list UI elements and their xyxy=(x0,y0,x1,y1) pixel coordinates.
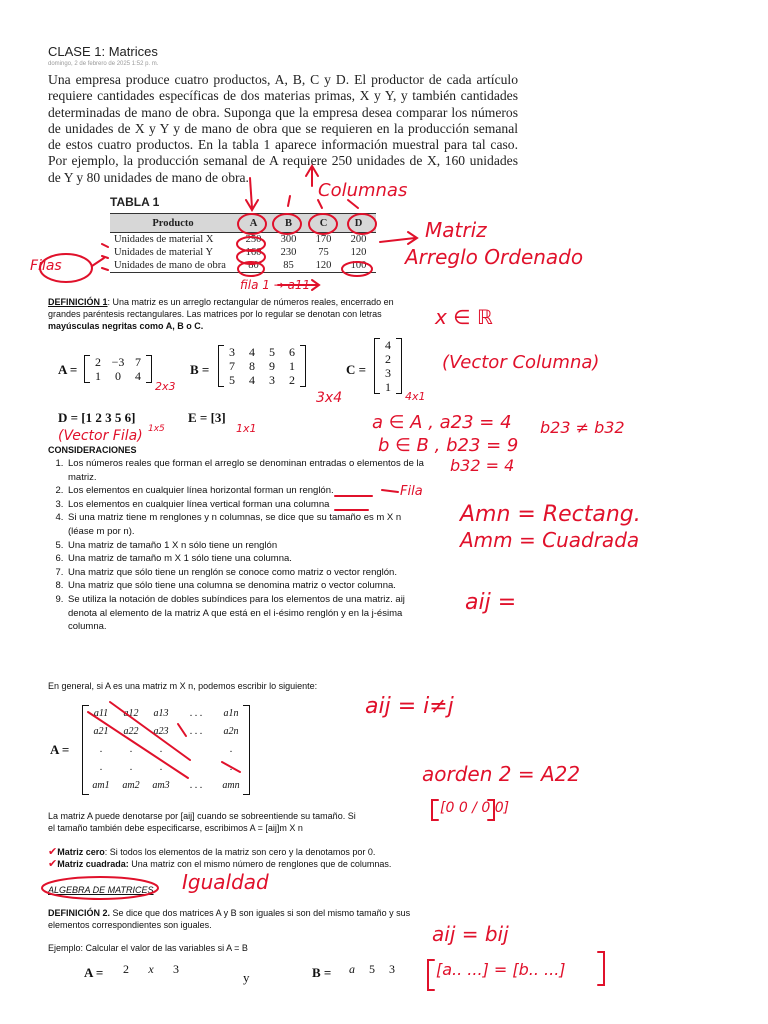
hw-b-in-b: b ∈ B , b23 = 9 xyxy=(378,435,519,456)
list-item: 2. Los elementos en cualquier línea horizontal forman un renglón. xyxy=(66,484,426,498)
matrix-cell: a22 xyxy=(123,726,139,737)
matrix-cell: amn xyxy=(222,780,240,791)
hw-fila: Fila xyxy=(400,484,423,499)
table-header: C xyxy=(306,214,341,233)
matrix-cell: 2 xyxy=(289,373,295,387)
hw-orden2: aorden 2 = A22 xyxy=(422,762,581,786)
hw-dim-c: 4x1 xyxy=(405,390,426,403)
matrix-cell: 7 xyxy=(229,359,235,373)
matrix-cell: . xyxy=(129,762,133,773)
table-cell: 300 xyxy=(280,234,297,245)
square-text: Una matriz con el mismo número de renglones que de columnas. xyxy=(128,859,392,869)
matrix-cell: . xyxy=(229,762,233,773)
matrix-cell: . xyxy=(99,762,103,773)
hw-zero-matrix: [0 0 / 0 0] xyxy=(440,800,510,816)
matrix-cell: 2 xyxy=(95,355,101,369)
matrix-cell: a11 xyxy=(93,708,109,719)
hw-dim-d: 1x5 xyxy=(148,424,165,434)
definition-1-label: DEFINICIÓN 1 xyxy=(48,297,108,307)
check-icon: ✔ xyxy=(48,858,58,870)
matrix-cell: 7 xyxy=(135,355,141,369)
zero-label: Matriz cero xyxy=(57,847,105,857)
hw-vector-columna: (Vector Columna) xyxy=(442,352,600,373)
matrix-b-label: B = xyxy=(190,362,210,377)
hw-b-neq: b23 ≠ b32 xyxy=(540,418,625,437)
table-header: D xyxy=(341,214,376,233)
matrix-cell: −3 xyxy=(111,355,125,369)
considerations-heading: CONSIDERACIONES xyxy=(48,445,137,455)
matrix-cell: a23 xyxy=(153,726,169,737)
matrix-cell: . xyxy=(99,744,103,755)
table-cell: 250 xyxy=(245,234,262,245)
table-cell: 200 xyxy=(350,234,367,245)
intro-paragraph: Una empresa produce cuatro productos, A, B, C y D. El productor de cada artículo requiere cantidades específicas de dos materias primas, X y Y, y también cantidades determinadas de mano de obra. Suponga que la empresa desea comparar los números de unidades de X y Y y de mano de obra que se requieren en la producción semanal de estos cuatro productos. En la tabla 1 aparece información muestral para tal caso. Por ejemplo, la producción semanal de A requiere 250 unidades de X, 160 unidades de Y y 80 unidades de mano de obra. xyxy=(48,72,518,185)
list-item: 1. Los números reales que forman el arreglo se denominan entradas o elementos de la matriz. xyxy=(66,457,426,484)
matrix-cell: . xyxy=(159,744,163,755)
general-text: En general, si A es una matriz m X n, podemos escribir lo siguiente: xyxy=(48,681,318,691)
hw-a-in-a: a ∈ A , a23 = 4 xyxy=(372,412,512,433)
matrix-cell: 4 xyxy=(135,369,141,383)
square-label: Matriz cuadrada: xyxy=(57,859,129,869)
hw-columnas: Columnas xyxy=(318,180,408,201)
matrix-cell: . . . xyxy=(189,726,203,737)
list-item: 3. Los elementos en cualquier línea vertical forman una columna xyxy=(66,498,426,512)
matrix-cell: am2 xyxy=(122,780,140,791)
matrix-cell: 6 xyxy=(289,345,295,359)
matrix-e: E = [3] xyxy=(188,410,226,425)
list-item: 4. Si una matriz tiene m renglones y n columnas, se dice que su tamaño es m X n (léase m por n). xyxy=(66,511,426,538)
datestamp: domingo, 2 de febrero de 2025 1:52 p. m. xyxy=(48,61,159,67)
matrix-a-label: A = xyxy=(58,362,78,377)
matrix-cell: 5 xyxy=(269,345,275,359)
table-header: B xyxy=(271,214,306,233)
matrix-cell: a2n xyxy=(223,726,239,737)
example-text: Ejemplo: Calcular el valor de las variables si A = B xyxy=(48,943,248,953)
definition-2-text: Se dice que dos matrices A y B son iguales si son del mismo tamaño y sus elementos correspondientes son iguales. xyxy=(48,908,411,930)
definition-1-text: : Una matriz es un arreglo rectangular de números reales, encerrado en grandes paréntesis rectangulares. Las matrices por lo regular se denotan con letras xyxy=(48,297,394,319)
list-item: 7. Una matriz que sólo tiene un renglón se conoce como matriz o vector renglón. xyxy=(66,566,426,580)
matrix-cell: 3 xyxy=(229,345,235,359)
hw-aij-eq: aij = xyxy=(465,590,517,615)
matrix-cell: . xyxy=(229,744,233,755)
matrix-cell: a13 xyxy=(153,708,169,719)
matrix-cell: . . . xyxy=(189,708,203,719)
definition-1-bold-tail: mayúsculas negritas como A, B o C. xyxy=(48,321,204,331)
table-cell: Unidades de mano de obra xyxy=(110,259,236,273)
matrix-cell: a1n xyxy=(223,708,239,719)
matrix-cell: . xyxy=(129,744,133,755)
matrix-cell: 0 xyxy=(115,369,121,383)
table-cell: 80 xyxy=(236,259,271,273)
matrix-c-label: C = xyxy=(346,362,367,377)
matrix-cell: a21 xyxy=(93,726,109,737)
table-cell: 75 xyxy=(318,247,329,258)
hw-dim-b: 3x4 xyxy=(316,390,343,406)
check-icon: ✔ xyxy=(48,846,58,858)
matrix-d: D = [1 2 3 5 6] xyxy=(58,410,136,425)
hw-x-real: x ∈ ℝ xyxy=(435,305,493,329)
table-cell: 120 xyxy=(350,247,367,258)
matrix-cell: 3 xyxy=(269,373,275,387)
matrix-cell: 2 xyxy=(385,352,391,366)
matrix-cell: 9 xyxy=(269,359,275,373)
matrix-cell: 2 xyxy=(123,962,129,976)
table-cell: 230 xyxy=(280,247,297,258)
page-title: CLASE 1: Matrices xyxy=(48,44,158,59)
notation-line-2: el tamaño también debe especificarse, escribimos A = [aij]m X n xyxy=(48,823,303,833)
table-cell: 85 xyxy=(271,259,306,273)
matrix-cell: . . . xyxy=(189,780,203,791)
table-cell: 170 xyxy=(315,234,332,245)
table-cell: Unidades de material X xyxy=(114,234,214,245)
hw-b32: b32 = 4 xyxy=(450,456,515,475)
hw-filas: Filas xyxy=(30,258,62,274)
algebra-heading: ALGEBRA DE MATRICES xyxy=(48,885,154,895)
matrix-cell: 1 xyxy=(289,359,295,373)
matrix-cell: 4 xyxy=(385,338,391,352)
matrix-cell: 8 xyxy=(249,359,255,373)
matrix-cell: 4 xyxy=(249,373,255,387)
matrix-cell: 5 xyxy=(369,962,375,976)
definition-2-label: DEFINICIÓN 2. xyxy=(48,908,111,918)
list-item: 9. Se utiliza la notación de dobles subíndices para los elementos de una matriz. aij denota al elemento de la matriz A que está en el i-ésimo renglón y en la j-ésima columna. xyxy=(66,593,426,634)
zero-text: : Si todos los elementos de la matriz son cero y la denotamos por 0. xyxy=(104,847,376,857)
table-title: TABLA 1 xyxy=(110,195,160,209)
notation-line-1: La matriz A puede denotarse por [aij] cuando se sobreentiende su tamaño. Si xyxy=(48,811,356,821)
table-cell: 120 xyxy=(306,259,341,273)
hw-amm-cuad: Amm = Cuadrada xyxy=(460,528,640,552)
hw-aij-ij: aij = i≠j xyxy=(365,694,454,719)
matrix-cell: am1 xyxy=(92,780,110,791)
matrix-cell: 5 xyxy=(229,373,235,387)
example-b-label: B = xyxy=(312,965,332,980)
table-cell: Unidades de material Y xyxy=(114,247,214,258)
example-a-label: A = xyxy=(84,965,104,980)
matrix-cell: 1 xyxy=(95,369,101,383)
matrix-cell: am3 xyxy=(152,780,170,791)
table-header: A xyxy=(236,214,271,233)
list-item: 8. Una matriz que sólo tiene una columna se denomina matriz o vector columna. xyxy=(66,579,426,593)
hw-fila-col-note: fila 1 → a11 xyxy=(240,278,311,292)
hw-igualdad: Igualdad xyxy=(182,870,269,894)
matrix-cell: 3 xyxy=(389,962,395,976)
matrix-cell: 1 xyxy=(385,380,391,394)
list-item: 6. Una matriz de tamaño m X 1 sólo tiene una columna. xyxy=(66,552,426,566)
hw-aij-bij: aij = bij xyxy=(432,922,509,946)
matrix-cell: 3 xyxy=(385,366,391,380)
hw-vector-fila: (Vector Fila) xyxy=(58,428,143,444)
table-cell: 100 xyxy=(341,259,376,273)
table-header: Producto xyxy=(110,214,236,233)
hw-matriz: Matriz xyxy=(425,218,487,242)
general-matrix-label: A = xyxy=(50,742,70,757)
matrix-cell: x xyxy=(148,962,154,976)
table-cell: 160 xyxy=(245,247,262,258)
example-y: y xyxy=(243,970,250,985)
matrix-cell: a12 xyxy=(123,708,139,719)
hw-dim-a: 2x3 xyxy=(155,380,176,393)
matrix-cell: a xyxy=(349,962,355,976)
matrix-cell: . xyxy=(159,762,163,773)
hw-dim-e: 1x1 xyxy=(236,422,257,435)
matrix-cell: 4 xyxy=(249,345,255,359)
list-item: 5. Una matriz de tamaño 1 X n sólo tiene un renglón xyxy=(66,539,426,553)
hw-bracket-eq: [a.. ...] = [b.. ...] xyxy=(436,960,566,979)
matrix-cell: 3 xyxy=(173,962,179,976)
hw-arreglo: Arreglo Ordenado xyxy=(405,245,584,269)
hw-amn-rect: Amn = Rectang. xyxy=(460,502,641,527)
